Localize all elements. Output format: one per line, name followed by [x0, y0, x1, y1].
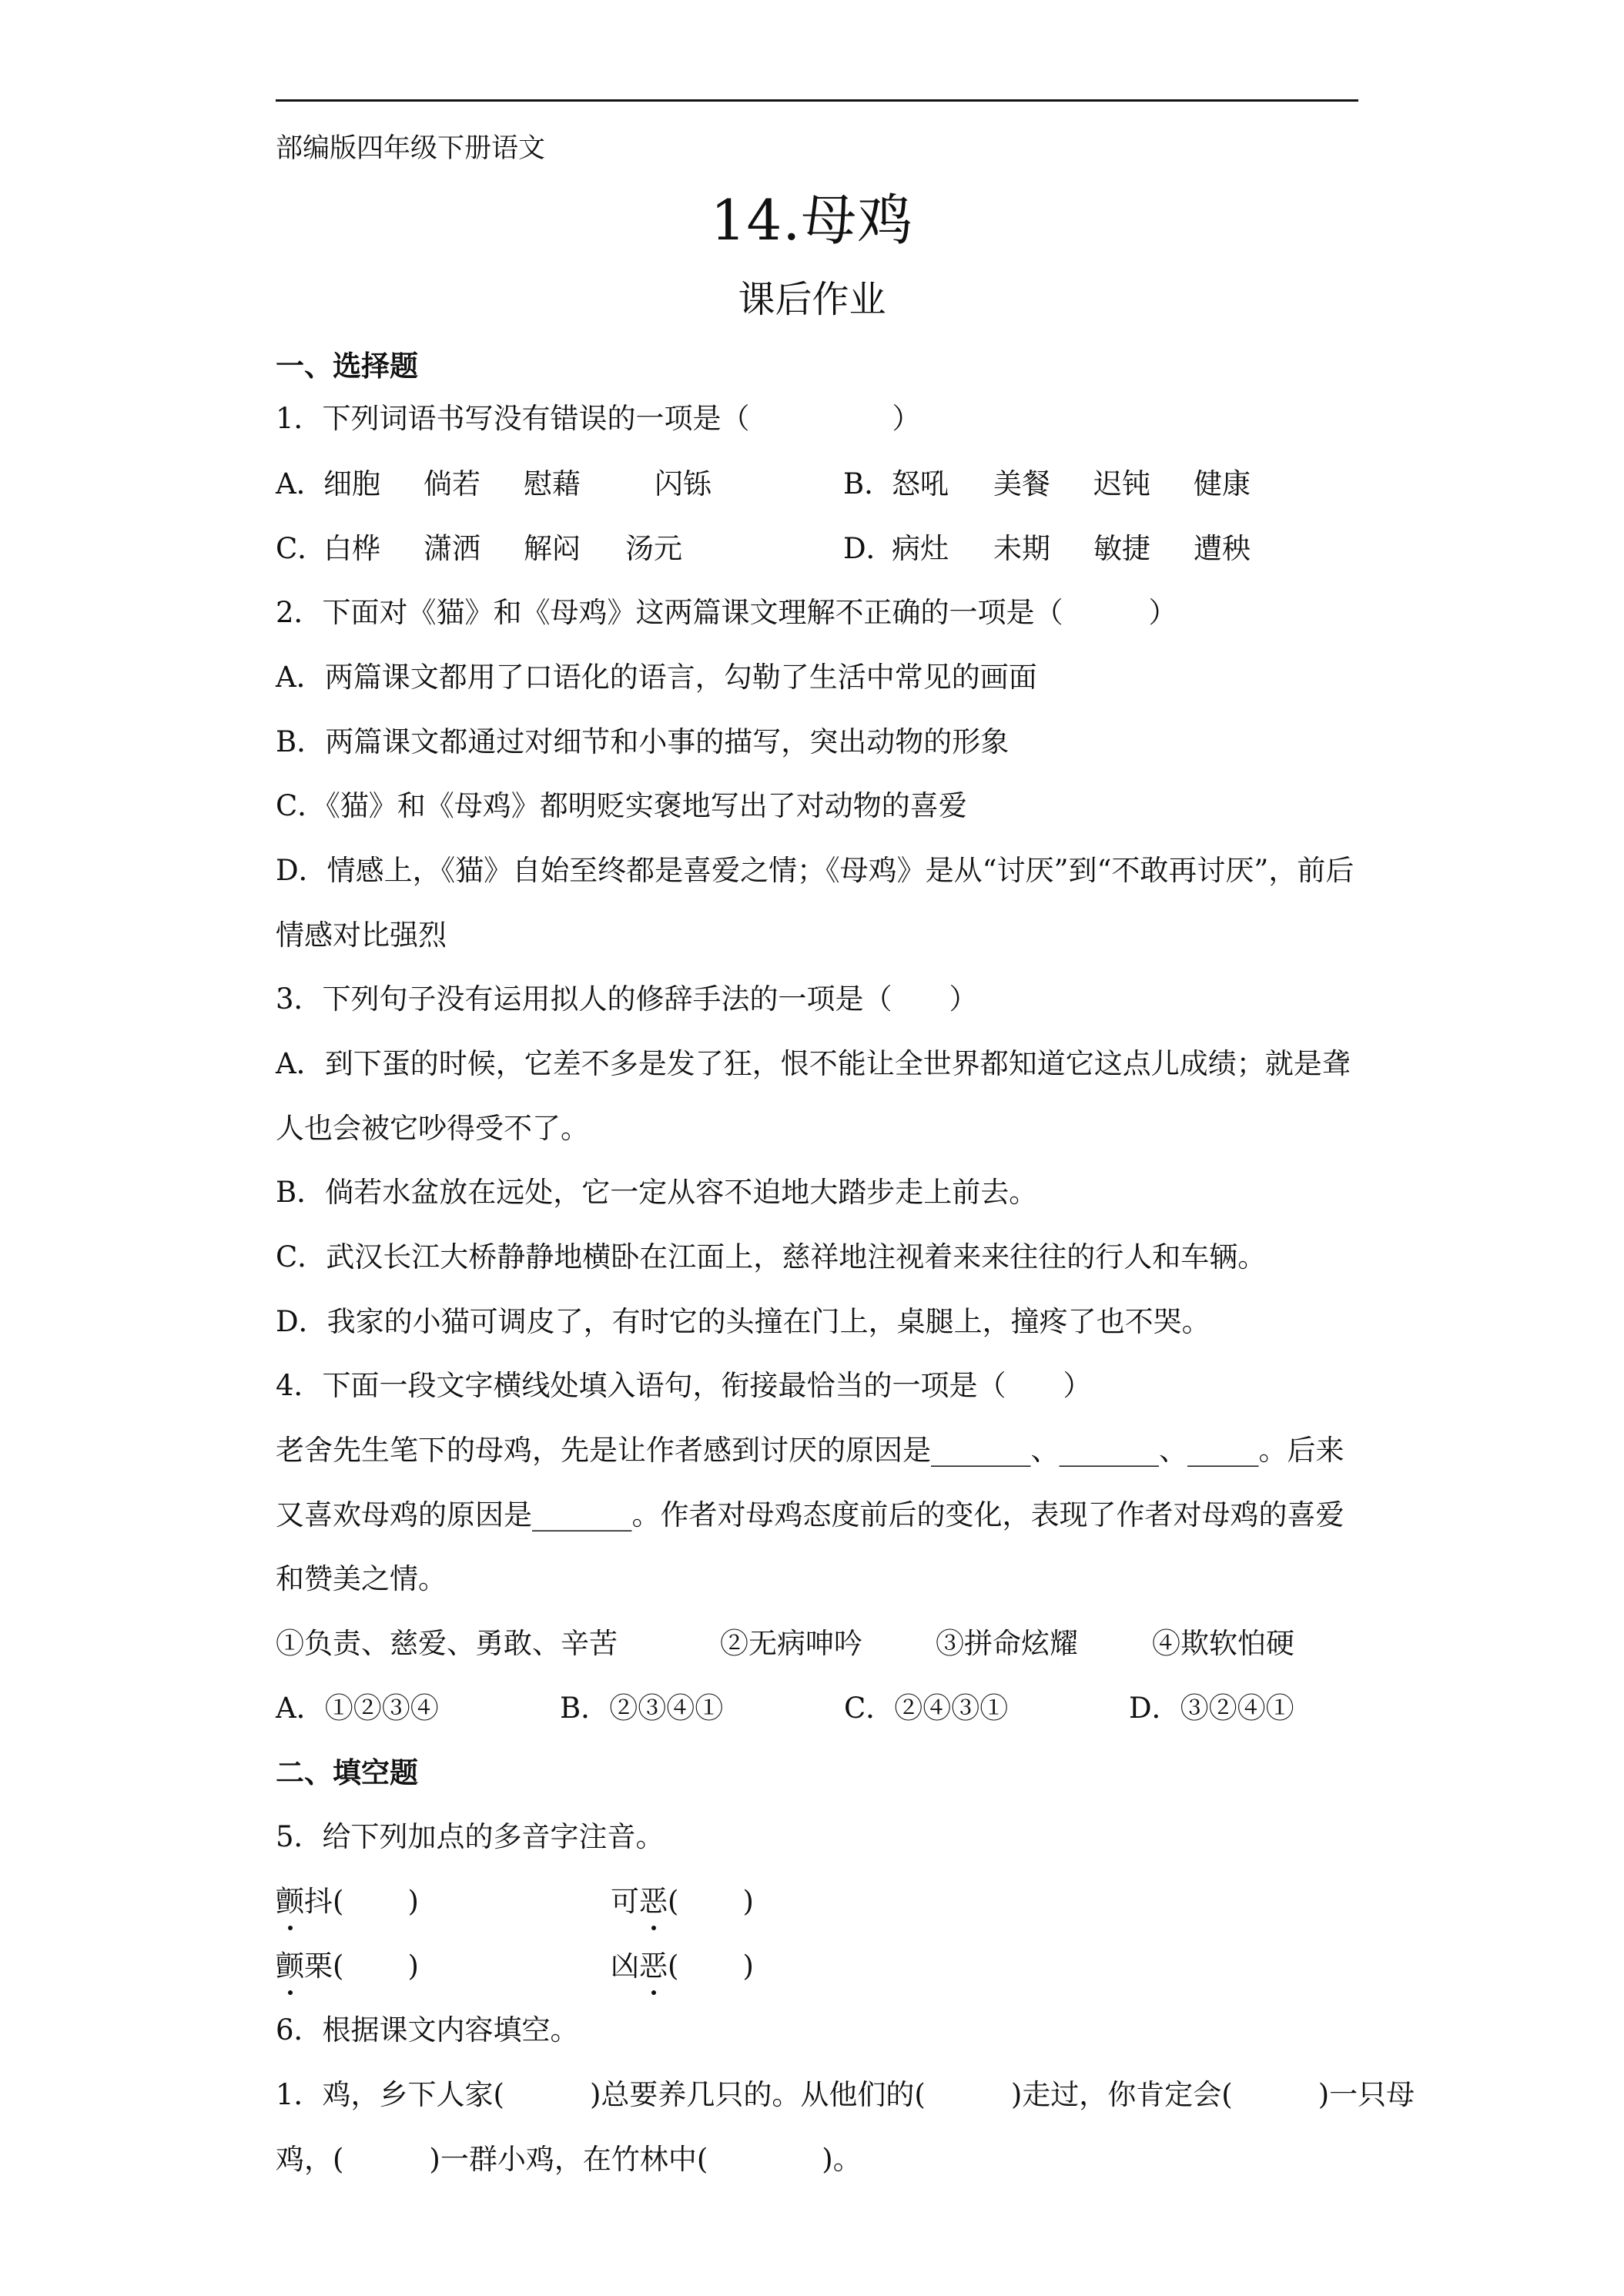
q2-stem: 2．下面对《猫》和《母鸡》这两篇课文理解不正确的一项是（ ）	[276, 596, 1177, 629]
q1-c-word: 汤元	[625, 532, 682, 565]
q1-c-word: 解闷	[524, 532, 581, 565]
q1-c-word: 白桦	[323, 532, 380, 565]
q5-item-3	[276, 1943, 419, 1984]
q5-bracket-open: (	[668, 1885, 679, 1918]
q2-option-d-cont: 情感对比强烈	[276, 919, 447, 952]
q1-b-word: 迟钝	[1093, 467, 1150, 500]
q3-option-b: B．倘若水盆放在远处，它一定从容不迫地大踏步走上前去。	[276, 1176, 1038, 1209]
q1-stem: 1．下列词语书写没有错误的一项是（ ）	[276, 402, 921, 435]
header-text: 部编版四年级下册语文	[276, 133, 546, 164]
q3-option-a-cont: 人也会被它吵得受不了。	[276, 1112, 589, 1145]
q3-option-c: C．武汉长江大桥静静地横卧在江面上，慈祥地注视着来来往往的行人和车辆。	[276, 1240, 1267, 1274]
section-heading-choice: 一、选择题	[276, 349, 418, 383]
q1-a-word: 倘若	[424, 467, 481, 500]
q6-stem: 6．根据课文内容填空。	[276, 2013, 579, 2047]
q1-d-word: 敏捷	[1093, 532, 1150, 565]
q2-option-b: B．两篇课文都通过对细节和小事的描写，突出动物的形象	[276, 725, 1010, 758]
dotted-char: 恶	[639, 1943, 668, 1984]
q3-stem: 3．下列句子没有运用拟人的修辞手法的一项是（ ）	[276, 982, 978, 1016]
dotted-char: 恶	[639, 1878, 668, 1919]
dotted-char: 颤	[276, 1878, 304, 1919]
q5-word-rest: 抖(	[304, 1885, 344, 1918]
q4-stem: 4．下面一段文字横线处填入语句，衔接最恰当的一项是（ ）	[276, 1369, 1092, 1402]
q5-item-1	[276, 1878, 419, 1919]
q5-bracket-close: )	[407, 1885, 419, 1918]
q4-passage-line: 老舍先生笔下的母鸡，先是让作者感到讨厌的原因是_______、_______、_____。后来	[276, 1434, 1344, 1467]
dotted-char: 颤	[276, 1943, 304, 1984]
q1-d-word: 病灶	[892, 532, 949, 565]
q5-word-rest: 栗(	[304, 1950, 344, 1983]
q1-d-word: 未期	[993, 532, 1050, 565]
q5-bracket-close: )	[742, 1885, 754, 1918]
section-heading-fill: 二、填空题	[276, 1755, 418, 1789]
q6-line: 1．鸡，乡下人家( )总要养几只的。从他们的( )走过，你肯定会( )一只母	[276, 2078, 1415, 2111]
q5-bracket-close: )	[407, 1950, 419, 1983]
q2-option-a: A．两篇课文都用了口语化的语言，勾勒了生活中常见的画面	[276, 661, 1037, 694]
q1-a-label: A．	[276, 467, 325, 500]
q5-item-2	[611, 1878, 754, 1919]
q4-option-c: C．②④③①	[844, 1692, 1009, 1725]
q4-option-a: A．①②③④	[276, 1692, 439, 1725]
page-title: 14.母鸡	[710, 188, 914, 253]
q3-option-d: D．我家的小猫可调皮了，有时它的头撞在门上，桌腿上，撞疼了也不哭。	[276, 1305, 1210, 1338]
q4-item: ①负责、慈爱、勇敢、辛苦	[276, 1627, 618, 1660]
q4-item: ②无病呻吟	[720, 1627, 862, 1660]
q4-passage-line: 又喜欢母鸡的原因是_______。作者对母鸡态度前后的变化，表现了作者对母鸡的喜爱	[276, 1498, 1344, 1531]
q4-passage-line: 和赞美之情。	[276, 1562, 447, 1595]
q1-b-word: 美餐	[993, 467, 1050, 500]
q5-stem: 5．给下列加点的多音字注音。	[276, 1820, 665, 1853]
q1-b-word: 健康	[1194, 467, 1251, 500]
q4-option-d: D．③②④①	[1129, 1692, 1294, 1725]
q4-item: ③拼命炫耀	[936, 1627, 1078, 1660]
page-subtitle: 课后作业	[738, 278, 886, 321]
q4-item: ④欺软怕硬	[1152, 1627, 1294, 1660]
q5-item-4	[611, 1943, 754, 1984]
q1-b-label: B．	[843, 467, 893, 500]
q1-a-word: 闪铄	[655, 467, 712, 500]
q5-bracket-close: )	[742, 1950, 754, 1983]
q3-option-a: A．到下蛋的时候，它差不多是发了狂，恨不能让全世界都知道它这点儿成绩；就是聋	[276, 1047, 1351, 1080]
q1-d-label: D．	[843, 532, 895, 565]
q5-word-rest: 可	[611, 1885, 639, 1918]
q2-option-d: D．情感上，《猫》自始至终都是喜爱之情；《母鸡》是从“讨厌”到“不敢再讨厌”，前后	[276, 854, 1354, 887]
q1-c-label: C．	[276, 532, 326, 565]
q1-a-word: 慰藉	[524, 467, 581, 500]
q1-b-word: 怒吼	[892, 467, 949, 500]
header-rule	[276, 99, 1358, 102]
q1-d-word: 遭秧	[1194, 532, 1251, 565]
q1-a-word: 细胞	[323, 467, 380, 500]
q2-option-c: C．《猫》和《母鸡》都明贬实褒地写出了对动物的喜爱	[276, 789, 967, 822]
q1-c-word: 潇洒	[424, 532, 481, 565]
q6-line: 鸡，( )一群小鸡，在竹林中( )。	[276, 2143, 862, 2176]
q5-bracket-open: (	[668, 1950, 679, 1983]
q4-option-b: B．②③④①	[560, 1692, 724, 1725]
q5-word-rest: 凶	[611, 1950, 639, 1983]
